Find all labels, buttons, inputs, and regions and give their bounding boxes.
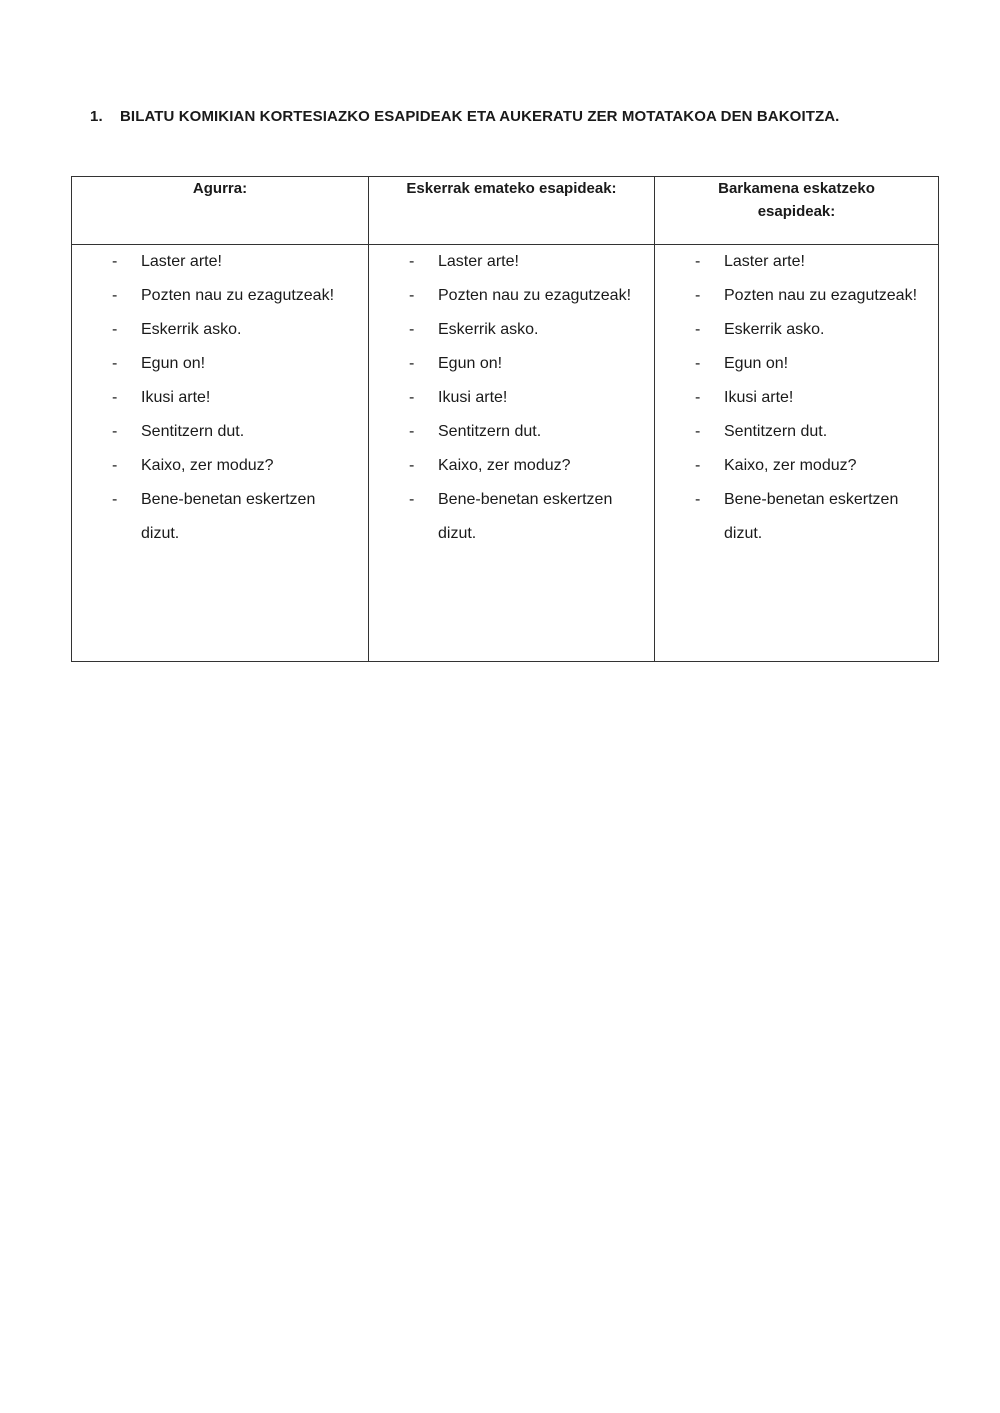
dash-bullet: - [112, 287, 118, 304]
option-item[interactable] [72, 483, 368, 551]
option-label: Laster arte! [141, 253, 222, 270]
dash-bullet: - [112, 253, 118, 270]
column-header-label: Eskerrak emateko esapideak: [406, 180, 617, 197]
column-thanks-options [369, 245, 655, 662]
option-item[interactable] [72, 415, 368, 449]
table-header-row [72, 177, 939, 245]
exercise-instruction-text: BILATU KOMIKIAN KORTESIAZKO ESAPIDEAK ETA AUKERATU ZER MOTATAKOA DEN BAKOITZA. [120, 108, 840, 125]
option-item[interactable] [655, 347, 938, 381]
option-label: Egun on! [724, 355, 789, 372]
dash-bullet: - [695, 321, 701, 338]
table-body-row [72, 245, 939, 662]
dash-bullet: - [112, 355, 118, 372]
option-item[interactable] [655, 279, 938, 313]
classification-table [71, 176, 939, 662]
option-item[interactable] [72, 449, 368, 483]
dash-bullet: - [409, 355, 415, 372]
column-apologies-options [655, 245, 939, 662]
column-header-thanks [369, 177, 655, 245]
option-list [72, 245, 368, 551]
dash-bullet: - [695, 491, 701, 508]
dash-bullet: - [409, 457, 415, 474]
option-label: Bene-benetan eskertzen dizut. [724, 491, 899, 542]
option-label: Ikusi arte! [141, 389, 211, 406]
dash-bullet: - [409, 287, 415, 304]
option-item[interactable] [72, 245, 368, 279]
dash-bullet: - [409, 321, 415, 338]
column-header-label: Barkamena eskatzeko esapideak: [718, 180, 875, 220]
option-item[interactable] [369, 245, 654, 279]
option-item[interactable] [655, 313, 938, 347]
column-greetings-options [72, 245, 369, 662]
dash-bullet: - [409, 389, 415, 406]
option-label: Pozten nau zu ezagutzeak! [141, 287, 335, 304]
option-label: Bene-benetan eskertzen dizut. [141, 491, 316, 542]
dash-bullet: - [112, 491, 118, 508]
option-item[interactable] [369, 483, 654, 551]
column-header-greetings [72, 177, 369, 245]
option-item[interactable] [369, 347, 654, 381]
dash-bullet: - [409, 423, 415, 440]
option-label: Pozten nau zu ezagutzeak! [438, 287, 632, 304]
dash-bullet: - [695, 287, 701, 304]
option-item[interactable] [369, 381, 654, 415]
dash-bullet: - [695, 457, 701, 474]
dash-bullet: - [409, 491, 415, 508]
option-label: Egun on! [438, 355, 503, 372]
option-label: Laster arte! [724, 253, 805, 270]
option-label: Eskerrik asko. [724, 321, 825, 338]
option-label: Egun on! [141, 355, 206, 372]
dash-bullet: - [409, 253, 415, 270]
option-label: Sentitzern dut. [724, 423, 828, 440]
option-item[interactable] [369, 279, 654, 313]
option-item[interactable] [655, 415, 938, 449]
dash-bullet: - [695, 389, 701, 406]
option-item[interactable] [655, 449, 938, 483]
dash-bullet: - [695, 423, 701, 440]
column-header-label: Agurra: [192, 180, 248, 197]
dash-bullet: - [112, 457, 118, 474]
option-label: Bene-benetan eskertzen dizut. [438, 491, 613, 542]
dash-bullet: - [695, 253, 701, 270]
option-item[interactable] [369, 449, 654, 483]
column-header-apologies [655, 177, 939, 245]
option-label: Kaixo, zer moduz? [141, 457, 274, 474]
option-label: Eskerrik asko. [438, 321, 539, 338]
option-label: Eskerrik asko. [141, 321, 242, 338]
option-label: Sentitzern dut. [141, 423, 245, 440]
option-label: Kaixo, zer moduz? [438, 457, 571, 474]
option-label: Pozten nau zu ezagutzeak! [724, 287, 918, 304]
option-item[interactable] [655, 245, 938, 279]
option-label: Laster arte! [438, 253, 519, 270]
option-item[interactable] [72, 347, 368, 381]
option-item[interactable] [72, 313, 368, 347]
option-item[interactable] [655, 483, 938, 551]
option-label: Ikusi arte! [438, 389, 508, 406]
option-item[interactable] [369, 415, 654, 449]
exercise-instruction [90, 108, 839, 125]
option-list [369, 245, 654, 551]
dash-bullet: - [695, 355, 701, 372]
option-item[interactable] [72, 381, 368, 415]
option-label: Sentitzern dut. [438, 423, 542, 440]
option-item[interactable] [369, 313, 654, 347]
option-label: Kaixo, zer moduz? [724, 457, 857, 474]
option-list [655, 245, 938, 551]
dash-bullet: - [112, 321, 118, 338]
exercise-number: 1. [90, 108, 103, 125]
option-label: Ikusi arte! [724, 389, 794, 406]
option-item[interactable] [72, 279, 368, 313]
dash-bullet: - [112, 423, 118, 440]
dash-bullet: - [112, 389, 118, 406]
option-item[interactable] [655, 381, 938, 415]
